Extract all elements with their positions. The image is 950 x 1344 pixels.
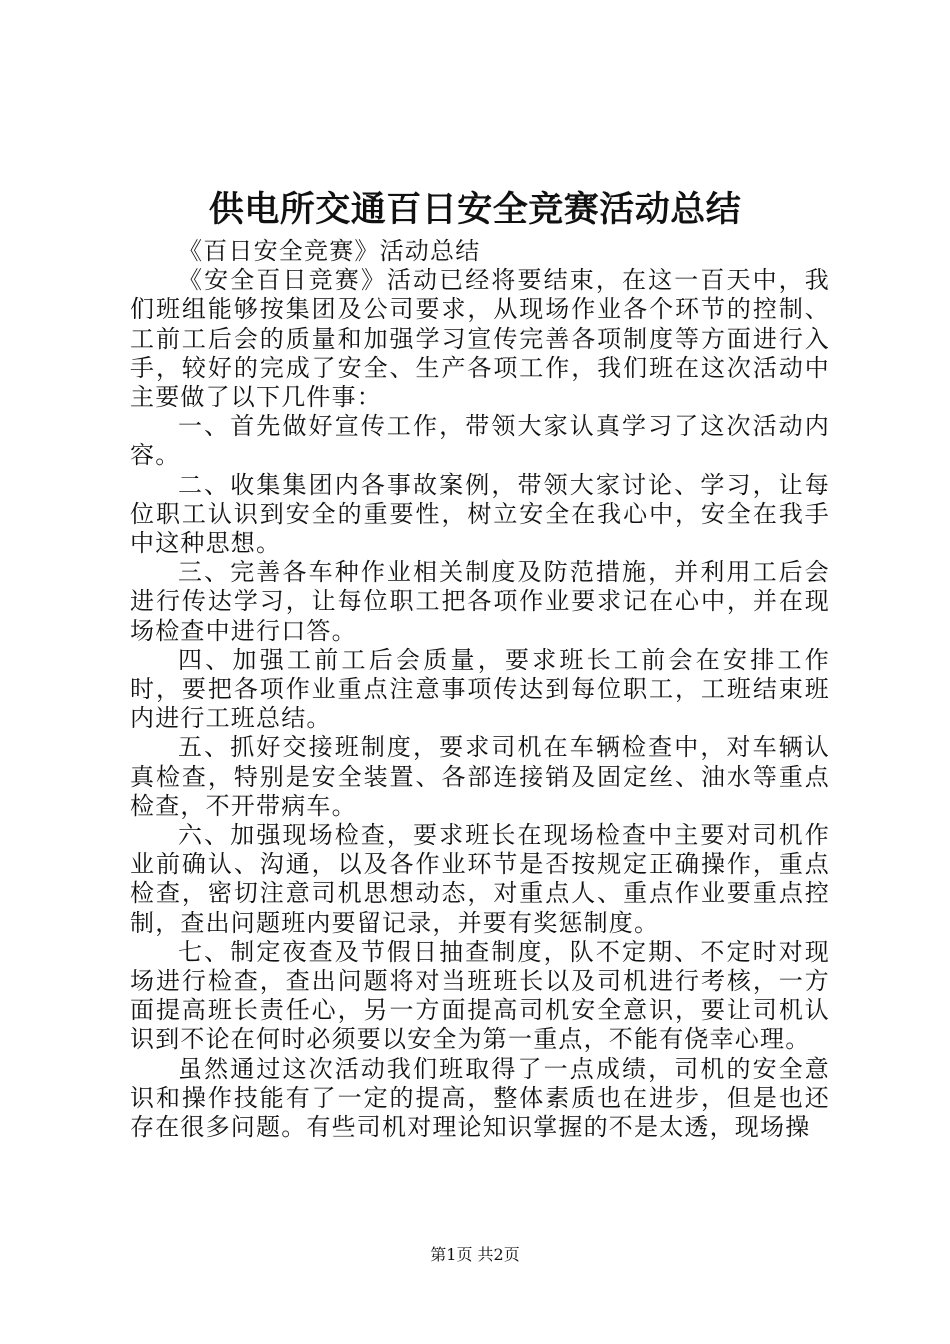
item-paragraph-6: 六、加强现场检查，要求班长在现场检查中主要对司机作业前确认、沟通，以及各作业环节是否按规定正确操作，重点检查，密切注意司机思想动态，对重点人、重点作业要重点控制，查出问题班内要留记录，并要有奖惩制度。	[130, 821, 830, 937]
item-paragraph-1: 一、首先做好宣传工作，带领大家认真学习了这次活动内容。	[130, 412, 830, 470]
conclusion-paragraph: 虽然通过这次活动我们班取得了一点成绩，司机的安全意识和操作技能有了一定的提高，整体素质也在进步，但是也还存在很多问题。有些司机对理论知识掌握的不是太透，现场操	[130, 1054, 830, 1142]
item-paragraph-2: 二、收集集团内各事故案例，带领大家讨论、学习，让每位职工认识到安全的重要性，树立安全在我心中，安全在我手中这种思想。	[130, 470, 830, 558]
item-paragraph-3: 三、完善各车种作业相关制度及防范措施，并利用工后会进行传达学习，让每位职工把各项作业要求记在心中，并在现场检查中进行口答。	[130, 558, 830, 645]
item-paragraph-5: 五、抓好交接班制度，要求司机在车辆检查中，对车辆认真检查，特别是安全装置、各部连接销及固定丝、油水等重点检查，不开带病车。	[130, 733, 830, 820]
page-number-footer: 第1页 共2页	[430, 1245, 520, 1264]
subtitle-paragraph: 《百日安全竞赛》活动总结	[178, 237, 481, 265]
item-paragraph-7: 七、制定夜查及节假日抽查制度，队不定期、不定时对现场进行检查，查出问题将对当班班长以及司机进行考核，一方面提高班长责任心，另一方面提高司机安全意识，要让司机认识到不论在何时必须要以安全为第一重点，不能有侥幸心理。	[130, 937, 830, 1054]
intro-paragraph: 《安全百日竞赛》活动已经将要结束，在这一百天中，我们班组能够按集团及公司要求，从现场作业各个环节的控制、工前工后会的质量和加强学习宣传完善各项制度等方面进行入手，较好的完成了安全、生产各项工作，我们班在这次活动中主要做了以下几件事：	[130, 266, 830, 412]
item-paragraph-4: 四、加强工前工后会质量，要求班长工前会在安排工作时，要把各项作业重点注意事项传达到每位职工，工班结束班内进行工班总结。	[130, 645, 830, 733]
document-title: 供电所交通百日安全竞赛活动总结	[208, 189, 742, 230]
document-body	[130, 237, 830, 1142]
